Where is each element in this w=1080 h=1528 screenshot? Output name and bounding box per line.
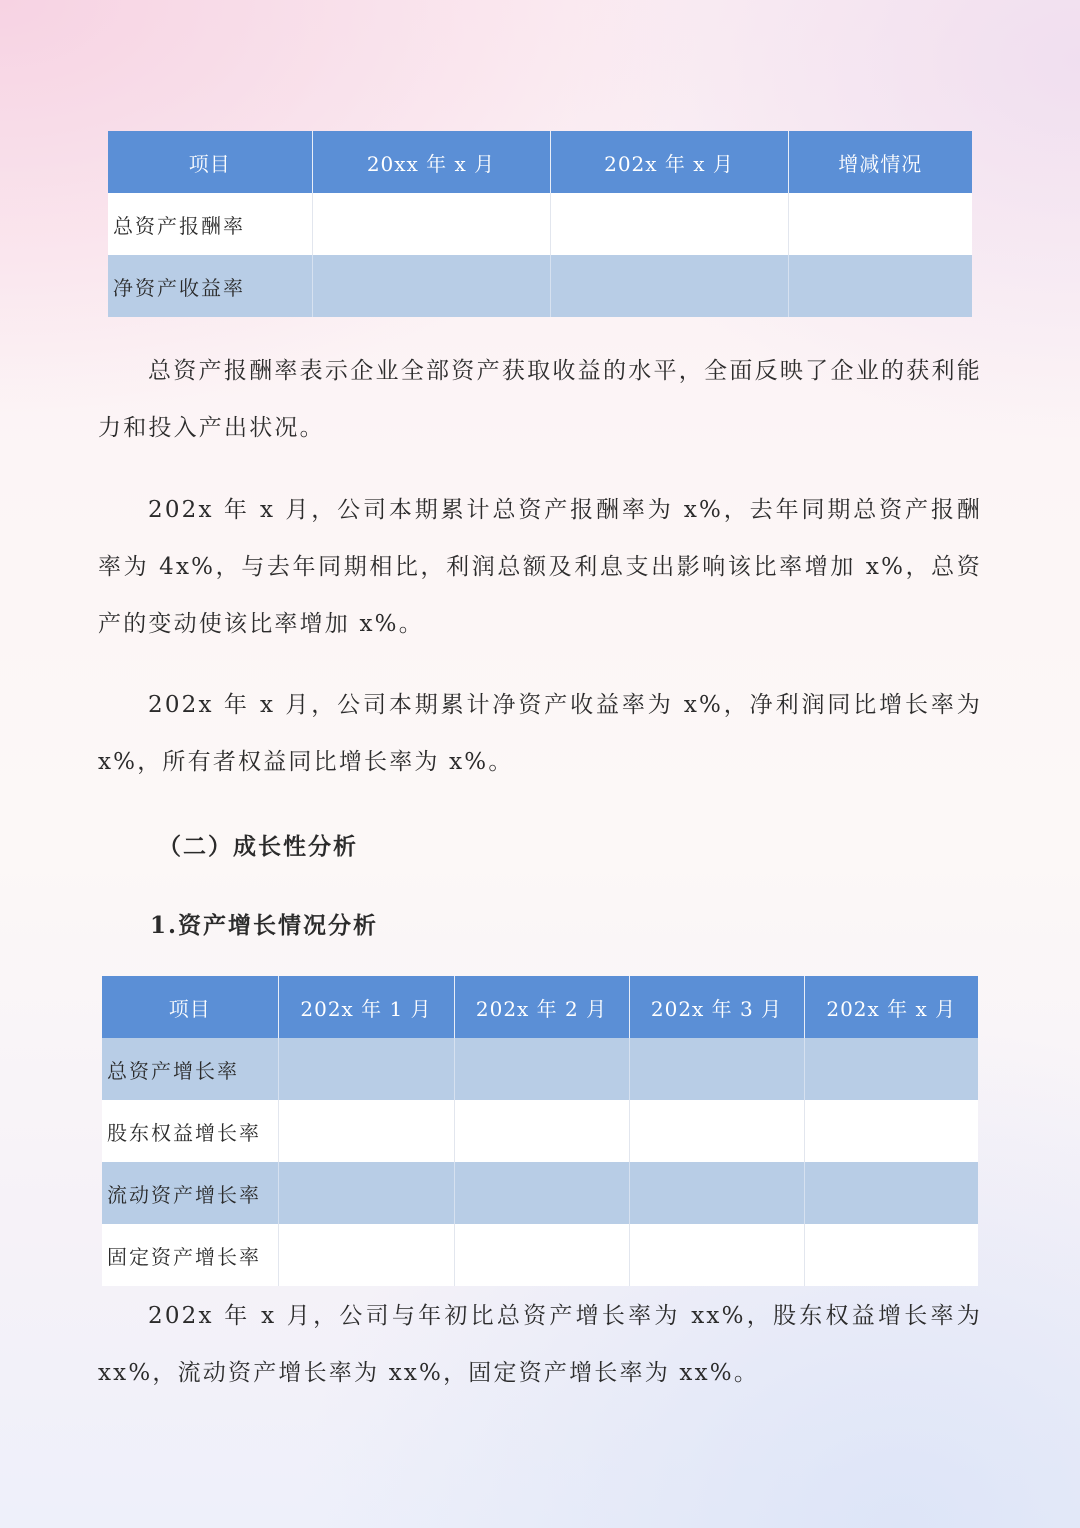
table-cell [278, 1038, 454, 1100]
table-row [102, 1224, 978, 1286]
table-row [102, 1100, 978, 1162]
row-label: 固定资产增长率 [102, 1224, 278, 1286]
table-cell [788, 255, 972, 317]
table-cell [629, 1162, 804, 1224]
header-month-3: 202x 年 3 月 [629, 976, 804, 1038]
table-cell [278, 1162, 454, 1224]
paragraph-roe-analysis: 202x 年 x 月，公司本期累计净资产收益率为 x%，净利润同比增长率为 x%，所有者权益同比增长率为 x%。 [98, 692, 982, 775]
header-period-prev: 20xx 年 x 月 [312, 131, 550, 193]
row-label: 净资产收益率 [108, 255, 312, 317]
table-cell [278, 1100, 454, 1162]
table-cell [550, 255, 788, 317]
header-change: 增减情况 [788, 131, 972, 193]
table-cell [278, 1224, 454, 1286]
table-cell [454, 1100, 629, 1162]
table-cell [804, 1224, 978, 1286]
table-cell [454, 1224, 629, 1286]
row-label: 股东权益增长率 [102, 1100, 278, 1162]
asset-growth-table [102, 976, 978, 1286]
table-row [102, 1038, 978, 1100]
sub-heading: 1.资产增长情况分析 [150, 912, 379, 939]
paragraph-roa-analysis: 202x 年 x 月，公司本期累计总资产报酬率为 x%，去年同期总资产报酬率为 4x%，与去年同期相比，利润总额及利息支出影响该比率增加 x%，总资产的变动使该比率增加 x%。 [98, 497, 982, 637]
table-cell [454, 1162, 629, 1224]
header-item: 项目 [108, 131, 312, 193]
row-label: 流动资产增长率 [102, 1162, 278, 1224]
table-cell [454, 1038, 629, 1100]
profitability-table [108, 131, 972, 317]
table-cell [312, 193, 550, 255]
header-period-current: 202x 年 x 月 [550, 131, 788, 193]
table-cell [629, 1224, 804, 1286]
table-cell [629, 1038, 804, 1100]
row-label: 总资产报酬率 [108, 193, 312, 255]
table-cell [312, 255, 550, 317]
table-cell [804, 1162, 978, 1224]
table-cell [629, 1100, 804, 1162]
table-header-row [102, 976, 978, 1038]
paragraph-roa-definition: 总资产报酬率表示企业全部资产获取收益的水平，全面反映了企业的获利能力和投入产出状况。 [98, 358, 982, 441]
table-header-row [108, 131, 972, 193]
table-row [108, 193, 972, 255]
table-row [102, 1162, 978, 1224]
paragraph-asset-growth-summary: 202x 年 x 月，公司与年初比总资产增长率为 xx%，股东权益增长率为 xx%，流动资产增长率为 xx%，固定资产增长率为 xx%。 [98, 1303, 982, 1386]
table-cell [550, 193, 788, 255]
table-cell [804, 1100, 978, 1162]
header-month-x: 202x 年 x 月 [804, 976, 978, 1038]
header-month-2: 202x 年 2 月 [454, 976, 629, 1038]
section-heading: （二）成长性分析 [158, 833, 358, 860]
table-cell [804, 1038, 978, 1100]
header-item: 项目 [102, 976, 278, 1038]
table-row [108, 255, 972, 317]
row-label: 总资产增长率 [102, 1038, 278, 1100]
header-month-1: 202x 年 1 月 [278, 976, 454, 1038]
table-cell [788, 193, 972, 255]
